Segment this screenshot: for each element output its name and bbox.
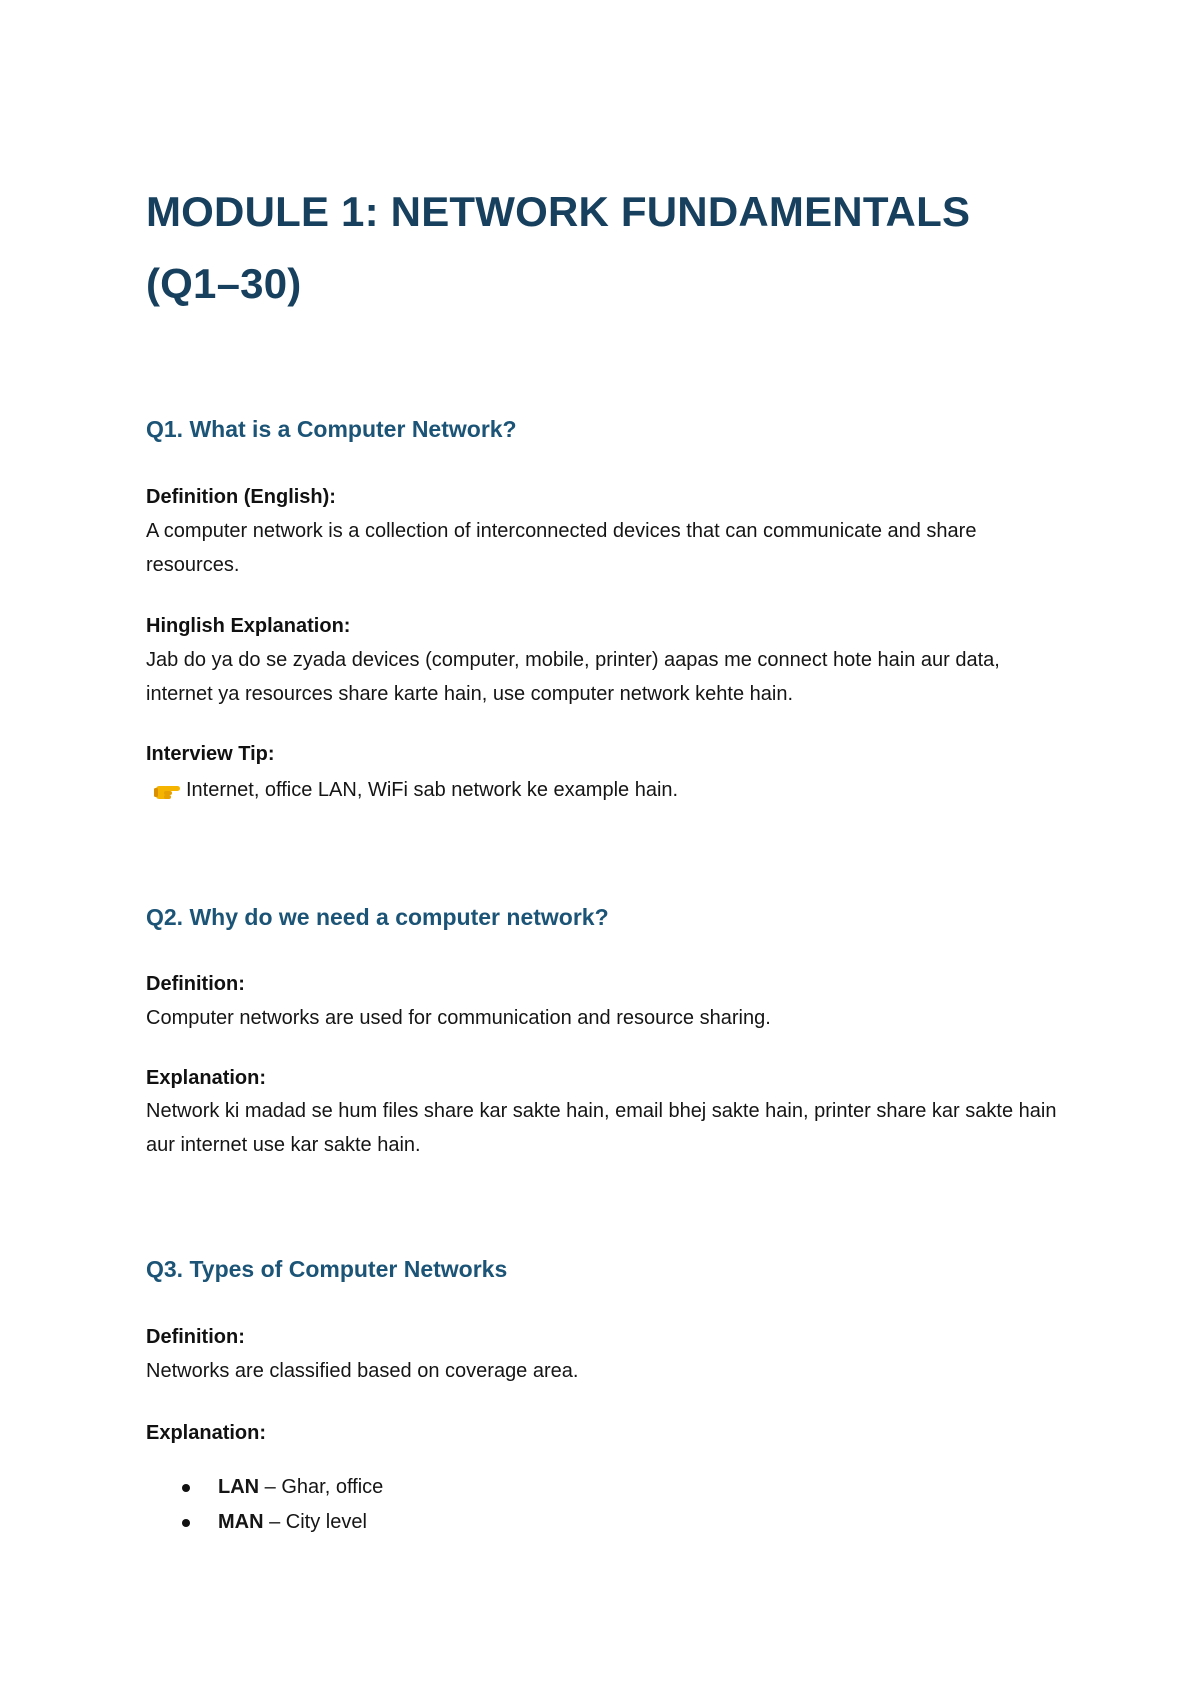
- q3-network-types-list: [182, 1470, 383, 1540]
- q1-heading: Q1. What is a Computer Network?: [146, 416, 517, 442]
- list-item-desc: – Ghar, office: [259, 1476, 384, 1498]
- q1-tip-label: Interview Tip:: [146, 743, 275, 765]
- q2-definition-text: Computer networks are used for communication and resource sharing.: [146, 1007, 771, 1029]
- q3-definition-text: Networks are classified based on coverage area.: [146, 1360, 579, 1382]
- q2-explanation-text: Network ki madad se hum files share kar sakte hain, email bhej sakte hain, printer share kar sakte hain aur internet use kar sakte hain.: [146, 1100, 1057, 1156]
- list-item-term: LAN: [218, 1476, 260, 1498]
- pointing-right-icon: [154, 779, 182, 801]
- q3-explanation-label: Explanation:: [146, 1422, 267, 1444]
- q1-explanation-text: Jab do ya do se zyada devices (computer, mobile, printer) aapas me connect hote hain aur data, internet ya resources share karte hain, use computer network kehte hain.: [146, 649, 1000, 705]
- q1-definition-label: Definition (English):: [146, 486, 336, 508]
- module-title: MODULE 1: NETWORK FUNDAMENTALS (Q1–30): [146, 188, 971, 307]
- q2-heading: Q2. Why do we need a computer network?: [146, 904, 609, 930]
- list-item-term: MAN: [218, 1511, 264, 1533]
- bullet-icon: [182, 1484, 190, 1492]
- q3-heading: Q3. Types of Computer Networks: [146, 1256, 508, 1282]
- list-item-desc: – City level: [263, 1511, 367, 1533]
- bullet-icon: [182, 1519, 190, 1527]
- q3-definition-label: Definition:: [146, 1326, 245, 1348]
- q1-explanation-label: Hinglish Explanation:: [146, 615, 351, 637]
- q1-definition-text: A computer network is a collection of interconnected devices that can communicate and share resources.: [146, 520, 977, 576]
- q2-explanation-label: Explanation:: [146, 1067, 267, 1089]
- list-item: [182, 1505, 383, 1540]
- q1-tip: [154, 775, 678, 805]
- q2-definition-label: Definition:: [146, 973, 245, 995]
- q1-tip-text: Internet, office LAN, WiFi sab network ke example hain.: [186, 779, 679, 801]
- list-item: [182, 1470, 383, 1505]
